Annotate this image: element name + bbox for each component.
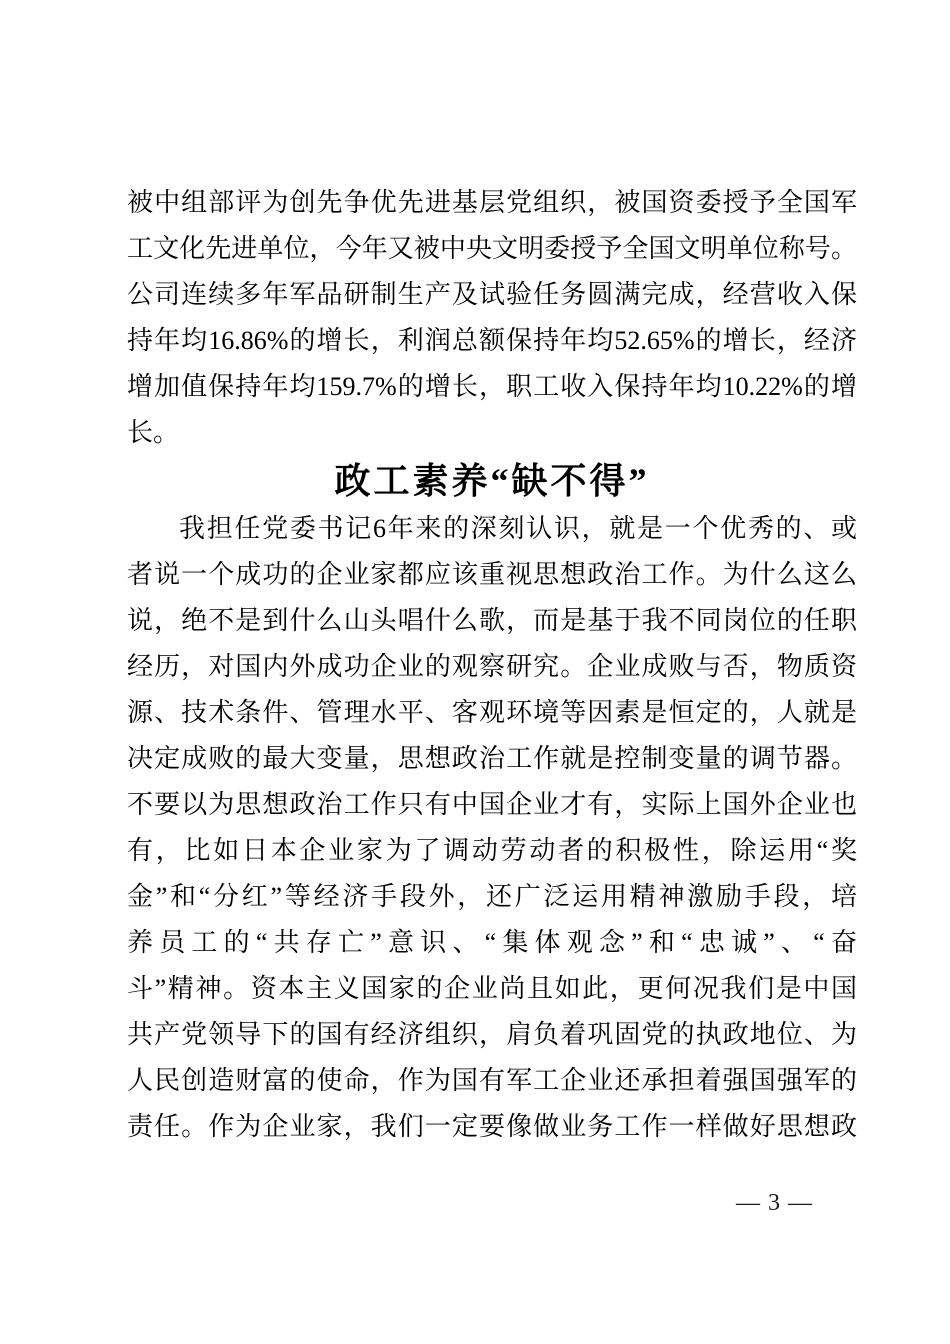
text-line: 公司连续多年军品研制生产及试验任务圆满完成，经营收入保 [127,280,857,309]
page-number: — 3 — [736,1190,813,1216]
paragraph-continuation [127,180,857,456]
text-line: 工文化先进单位，今年又被中央文明委授予全国文明单位称号。 [127,234,857,263]
document-body [127,180,857,1150]
text-line: 经历，对国内外成功企业的观察研究。企业成败与否，物质资 [127,652,857,681]
text-line: 增加值保持年均159.7%的增长，职工收入保持年均10.22%的增 [127,372,857,401]
text-line: 斗”精神。资本主义国家的企业尚且如此，更何况我们是中国 [127,974,857,1003]
text-line: 有，比如日本企业家为了调动劳动者的积极性，除运用“奖 [127,836,857,865]
text-line: 我担任党委书记6年来的深刻认识，就是一个优秀的、或 [179,514,857,543]
text-line: 人民创造财富的使命，作为国有军工企业还承担着强国强军的 [127,1066,857,1095]
text-line: 决定成败的最大变量，思想政治工作就是控制变量的调节器。 [127,744,857,773]
text-line: 长。 [127,418,180,447]
text-line: 持年均16.86%的增长，利润总额保持年均52.65%的增长，经济 [127,326,857,355]
text-line: 不要以为思想政治工作只有中国企业才有，实际上国外企业也 [127,790,857,819]
text-line: 养员工的“共存亡”意识、“集体观念”和“忠诚”、“奋 [127,928,857,957]
text-line: 被中组部评为创先争优先进基层党组织，被国资委授予全国军 [127,188,857,217]
text-line: 共产党领导下的国有经济组织，肩负着巩固党的执政地位、为 [127,1020,857,1049]
text-line: 说，绝不是到什么山头唱什么歌，而是基于我不同岗位的任职 [127,606,857,635]
text-line: 源、技术条件、管理水平、客观环境等因素是恒定的，人就是 [127,698,857,727]
text-line: 责任。作为企业家，我们一定要像做业务工作一样做好思想政 [127,1112,857,1141]
paragraph-2 [127,506,857,1150]
section-heading: 政工素养“缺不得” [334,461,650,501]
text-line: 金”和“分红”等经济手段外，还广泛运用精神激励手段，培 [127,882,857,911]
text-line: 者说一个成功的企业家都应该重视思想政治工作。为什么这么 [127,560,857,589]
